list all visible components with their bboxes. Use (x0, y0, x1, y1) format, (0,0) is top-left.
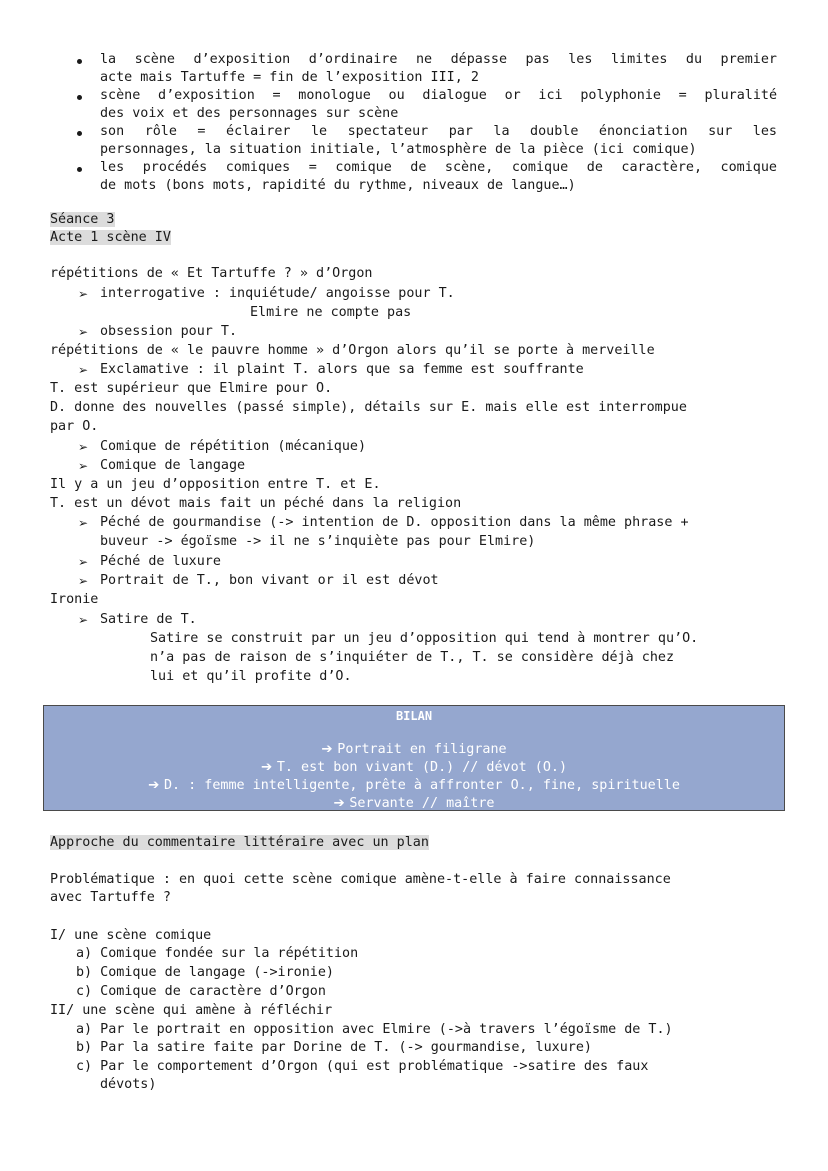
analysis-arrow-item: Portrait de T., bon vivant or il est dévot (100, 573, 439, 588)
right-arrow-icon: ➔ (260, 760, 277, 775)
right-arrow-icon: ➔ (333, 796, 350, 811)
plan-part-1: I/ une scène comique (50, 928, 212, 943)
arrow-bullet-icon: ➢ (78, 516, 89, 530)
plan-item: c) Par le comportement d’Orgon (qui est problématique ->satire des faux (76, 1059, 649, 1074)
arrow-bullet-icon: ➢ (78, 287, 89, 301)
seance-title (50, 211, 115, 229)
bilan-item-text: D. : femme intelligente, prête à affronter O., fine, spirituelle (163, 778, 680, 793)
analysis-line: T. est un dévot mais fait un péché dans la religion (50, 496, 462, 511)
analysis-line: Il y a un jeu d’opposition entre T. et E. (50, 477, 381, 492)
seance-subtitle (50, 229, 171, 247)
bilan-item (44, 777, 784, 795)
plan-item: dévots) (100, 1077, 157, 1092)
bilan-item (44, 741, 784, 759)
arrow-bullet-icon: ➢ (78, 459, 89, 473)
bilan-item-text: Servante // maître (349, 796, 495, 811)
analysis-arrow-item: obsession pour T. (100, 324, 238, 339)
right-arrow-icon: ➔ (321, 742, 338, 757)
bilan-item-text: Portrait en filigrane (337, 742, 507, 757)
analysis-arrow-item: Péché de luxure (100, 554, 221, 569)
plan-item: b) Par la satire faite par Dorine de T. (-> gourmandise, luxure) (76, 1040, 592, 1055)
analysis-line: par O. (50, 419, 99, 434)
plan-item: b) Comique de langage (->ironie) (76, 965, 334, 980)
bullet-marker (77, 131, 82, 136)
problematique: avec Tartuffe ? (50, 890, 171, 905)
bilan-box (43, 705, 785, 811)
analysis-arrow-item: Elmire ne compte pas (250, 305, 412, 320)
plan-item: a) Comique fondée sur la répétition (76, 946, 359, 961)
bullet-text: les procédés comiques = comique de scène, comique de caractère, comique (100, 160, 777, 175)
satire-paragraph: Satire se construit par un jeu d’opposition qui tend à montrer qu’O. (150, 631, 699, 646)
bullet-text: des voix et des personnages sur scène (100, 106, 399, 121)
bullet-text: de mots (bons mots, rapidité du rythme, niveaux de langue…) (100, 178, 576, 193)
bullet-text: la scène d’exposition d’ordinaire ne dépasse pas les limites du premier (100, 52, 777, 67)
arrow-bullet-icon: ➢ (78, 613, 89, 627)
bilan-item-text: T. est bon vivant (D.) // dévot (O.) (276, 760, 568, 775)
seance-subtitle-text: Acte 1 scène IV (50, 230, 171, 245)
analysis-line: Ironie (50, 592, 99, 607)
analysis-line: T. est supérieur que Elmire pour O. (50, 381, 333, 396)
plan-part-2: II/ une scène qui amène à réfléchir (50, 1003, 333, 1018)
analysis-arrow-item: Péché de gourmandise (-> intention de D. opposition dans la même phrase + (100, 515, 689, 530)
bullet-text: son rôle = éclairer le spectateur par la double énonciation sur les (100, 124, 777, 139)
bilan-item (44, 795, 784, 813)
problematique: Problématique : en quoi cette scène comique amène-t-elle à faire connaissance (50, 872, 671, 887)
right-arrow-icon: ➔ (148, 778, 164, 793)
analysis-line: répétitions de « Et Tartuffe ? » d’Orgon (50, 266, 373, 281)
bullet-marker (77, 167, 82, 172)
bilan-item (44, 759, 784, 777)
bullet-marker (77, 59, 82, 64)
commentaire-heading (50, 834, 429, 852)
bilan-title: BILAN (395, 709, 433, 723)
arrow-bullet-icon: ➢ (78, 363, 89, 377)
plan-item: c) Comique de caractère d’Orgon (76, 984, 326, 999)
commentaire-heading-text: Approche du commentaire littéraire avec un plan (50, 835, 429, 850)
satire-paragraph: lui et qu’il profite d’O. (150, 669, 352, 684)
analysis-line: répétitions de « le pauvre homme » d’Orgon alors qu’il se porte à merveille (50, 343, 655, 358)
analysis-arrow-item: interrogative : inquiétude/ angoisse pour T. (100, 286, 455, 301)
analysis-arrow-item: buveur -> égoïsme -> il ne s’inquiète pas pour Elmire) (100, 534, 536, 549)
analysis-line: D. donne des nouvelles (passé simple), détails sur E. mais elle est interrompue (50, 400, 687, 415)
arrow-bullet-icon: ➢ (78, 325, 89, 339)
seance-title-text: Séance 3 (50, 212, 115, 227)
analysis-arrow-item: Comique de répétition (mécanique) (100, 439, 367, 454)
bullet-text: acte mais Tartuffe = fin de l’exposition III, 2 (100, 70, 479, 85)
bullet-text: scène d’exposition = monologue ou dialogue or ici polyphonie = pluralité (100, 88, 777, 103)
bullet-marker (77, 95, 82, 100)
analysis-arrow-item: Comique de langage (100, 458, 246, 473)
bullet-text: personnages, la situation initiale, l’atmosphère de la pièce (ici comique) (100, 142, 697, 157)
satire-paragraph: n’a pas de raison de s’inquiéter de T., T. se considère déjà chez (150, 650, 675, 665)
plan-item: a) Par le portrait en opposition avec Elmire (->à travers l’égoïsme de T.) (76, 1022, 673, 1037)
analysis-arrow-item: Satire de T. (100, 612, 197, 627)
analysis-arrow-item: Exclamative : il plaint T. alors que sa femme est souffrante (100, 362, 584, 377)
arrow-bullet-icon: ➢ (78, 574, 89, 588)
arrow-bullet-icon: ➢ (78, 555, 89, 569)
arrow-bullet-icon: ➢ (78, 440, 89, 454)
